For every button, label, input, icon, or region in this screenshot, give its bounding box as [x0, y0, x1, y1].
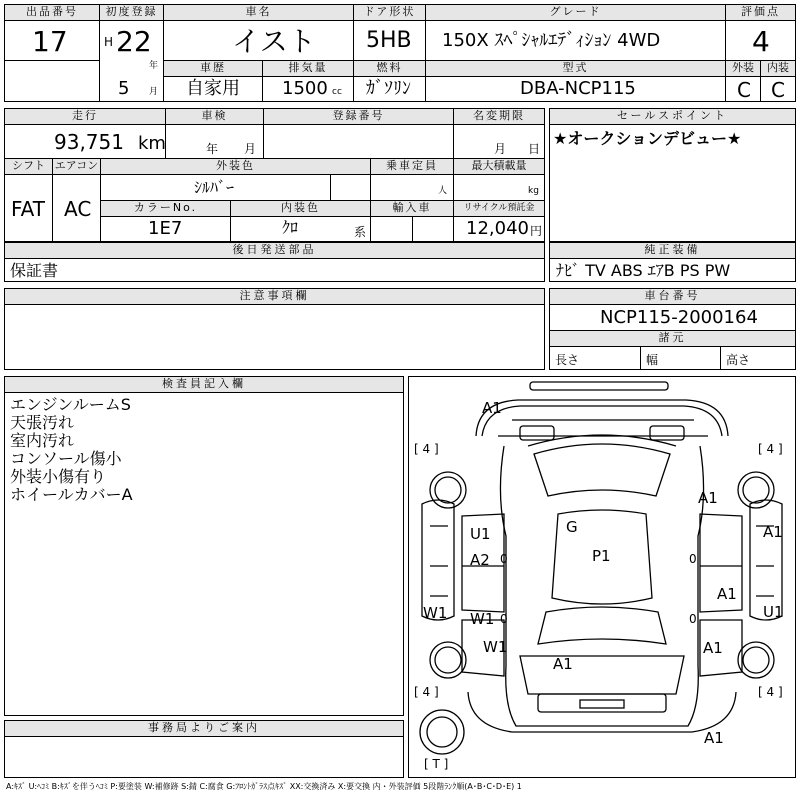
- tire-rating: [ 4 ]: [758, 685, 783, 699]
- damage-mark: A1: [703, 639, 723, 657]
- first-reg-year: 22: [116, 25, 152, 58]
- fuel-label: 燃料: [354, 61, 425, 76]
- caution-label: 注意事項欄: [5, 289, 544, 305]
- exterior-grade-value: C: [737, 78, 751, 102]
- first-reg-label: 初度登録: [100, 5, 163, 20]
- lot-value: 17: [32, 25, 68, 58]
- ext-color-value: ｼﾙﾊﾞｰ: [194, 178, 235, 197]
- damage-mark: A1: [698, 489, 718, 507]
- car-name-value: イスト: [232, 25, 316, 58]
- max-load-label: 最大積載量: [454, 159, 544, 174]
- recycle-unit: 円: [530, 224, 543, 238]
- door-value: 5HB: [366, 28, 412, 53]
- recycle-value: 12,040: [466, 218, 529, 239]
- damage-mark: A1: [553, 655, 573, 673]
- shift-value: FAT: [11, 197, 46, 221]
- damage-mark: W1: [423, 604, 448, 622]
- later-parts-value: 保証書: [10, 261, 59, 280]
- damage-mark: P1: [592, 547, 611, 565]
- inspector-note: 室内汚れ: [10, 431, 75, 450]
- inspector-note: コンソール傷小: [10, 449, 122, 468]
- mileage-value: 93,751: [54, 130, 124, 154]
- tire-rating: [ 4 ]: [758, 442, 783, 456]
- history-label: 車歴: [164, 61, 262, 76]
- int-color-unit: 系: [354, 225, 367, 239]
- dims-height: 高さ: [726, 353, 751, 367]
- color-no-label: カラーNo.: [101, 201, 230, 216]
- door-label: ドア形状: [354, 5, 425, 20]
- import-label: 輸入車: [371, 201, 453, 216]
- grade-value: 150X ｽﾍﾟｼｬﾙｴﾃﾞｨｼｮﾝ 4WD: [442, 30, 661, 51]
- max-load-unit: kg: [528, 186, 539, 196]
- chassis-value: NCP115-2000164: [600, 307, 758, 328]
- chassis-label: 車台番号: [550, 289, 795, 305]
- zero-mark: 0: [500, 612, 508, 626]
- name-change-month-unit: 月: [494, 142, 507, 156]
- dims-label: 諸元: [550, 331, 795, 347]
- equipment-value: ﾅﾋﾞ TV ABS ｴｱB PS PW: [556, 261, 731, 280]
- sales-point-value: ★オークションデビュー★: [553, 129, 742, 148]
- damage-mark: A1: [763, 523, 783, 541]
- damage-mark: A1: [704, 729, 724, 747]
- score-label: 評価点: [726, 5, 795, 20]
- name-change-label: 名変期限: [454, 109, 544, 124]
- zero-mark: 0: [689, 552, 697, 566]
- inspector-note: 天張汚れ: [10, 413, 75, 432]
- first-reg-month: 5: [118, 78, 130, 99]
- inspector-note: ホイールカバーA: [10, 485, 133, 504]
- shift-label: シフト: [5, 159, 52, 174]
- damage-mark: A1: [717, 585, 737, 603]
- recycle-label: リサイクル預託金: [454, 201, 544, 216]
- interior-grade-label: 内装: [761, 61, 795, 76]
- legend-text: A:ｷｽﾞ U:ﾍｺﾐ B:ｷｽﾞを伴うﾍｺﾐ P:要塗装 W:補修跡 S:錆 C:腐食 G:ﾌﾛﾝﾄｶﾞﾗｽ点ｷｽﾞ XX:交換済み X:要交換 内・外装評価 5段階ﾗﾝｸ順(A･B･C･D･E) 1: [6, 782, 522, 791]
- fuel-value: ｶﾞｿﾘﾝ: [366, 78, 411, 99]
- inspector-label: 検査員記入欄: [5, 377, 403, 393]
- capacity-unit: 人: [438, 186, 448, 196]
- interior-grade-value: C: [771, 78, 785, 102]
- aircon-label: エアコン: [54, 159, 99, 172]
- inspector-notes: [10, 396, 133, 504]
- grade-label: グレード: [426, 5, 725, 20]
- mileage-unit: km: [138, 133, 166, 154]
- displacement-unit: cc: [332, 87, 342, 97]
- displacement-label: 排気量: [263, 61, 353, 76]
- tire-rating: [ 4 ]: [414, 685, 439, 699]
- exterior-grade-label: 外装: [726, 61, 760, 76]
- damage-mark: W1: [483, 638, 508, 656]
- displacement-value: 1500: [282, 78, 328, 99]
- first-reg-era: H: [104, 35, 114, 49]
- damage-mark: A1: [482, 399, 502, 417]
- model-value: DBA-NCP115: [520, 78, 636, 99]
- mileage-label: 走行: [5, 109, 165, 124]
- inspection-label: 車検: [166, 109, 263, 124]
- equipment-label: 純正装備: [550, 243, 795, 259]
- damage-mark: W1: [470, 610, 495, 628]
- damage-mark: U1: [470, 525, 491, 543]
- inspector-note: 外装小傷有り: [10, 467, 107, 486]
- aircon-value: AC: [64, 197, 92, 221]
- tire-rating: [ 4 ]: [414, 442, 439, 456]
- vehicle-detail-block: [4, 108, 545, 242]
- inspector-note: エンジンルームS: [10, 395, 131, 414]
- dims-length: 長さ: [555, 353, 580, 367]
- damage-mark: A2: [470, 551, 490, 569]
- zero-mark: 0: [689, 612, 697, 626]
- capacity-label: 乗車定員: [371, 159, 453, 174]
- reg-number-label: 登録番号: [264, 109, 453, 124]
- int-color-label: 内装色: [231, 201, 370, 216]
- damage-mark: G: [566, 518, 578, 536]
- score-value: 4: [752, 25, 770, 58]
- inspection-month-unit: 月: [244, 142, 257, 156]
- ext-color-label: 外装色: [101, 159, 370, 174]
- car-damage-diagram: [408, 376, 796, 778]
- int-color-value: ｸﾛ: [282, 218, 299, 237]
- dims-width: 幅: [646, 353, 659, 367]
- damage-mark: U1: [763, 603, 784, 621]
- sales-point-label: セールスポイント: [550, 109, 795, 125]
- car-name-label: 車名: [164, 5, 353, 20]
- office-label: 事務局よりご案内: [5, 721, 403, 737]
- history-value: 自家用: [186, 78, 240, 99]
- later-parts-label: 後日発送部品: [5, 243, 544, 259]
- spare-tire-rating: [ T ]: [424, 757, 449, 771]
- first-reg-year-unit: 年: [149, 61, 159, 71]
- first-reg-month-unit: 月: [149, 87, 159, 97]
- color-no-value: 1E7: [148, 218, 183, 239]
- name-change-day-unit: 日: [528, 142, 541, 156]
- zero-mark: 0: [500, 552, 508, 566]
- model-label: 型式: [426, 61, 725, 76]
- lot-label: 出品番号: [5, 5, 99, 20]
- inspection-year-unit: 年: [206, 142, 219, 156]
